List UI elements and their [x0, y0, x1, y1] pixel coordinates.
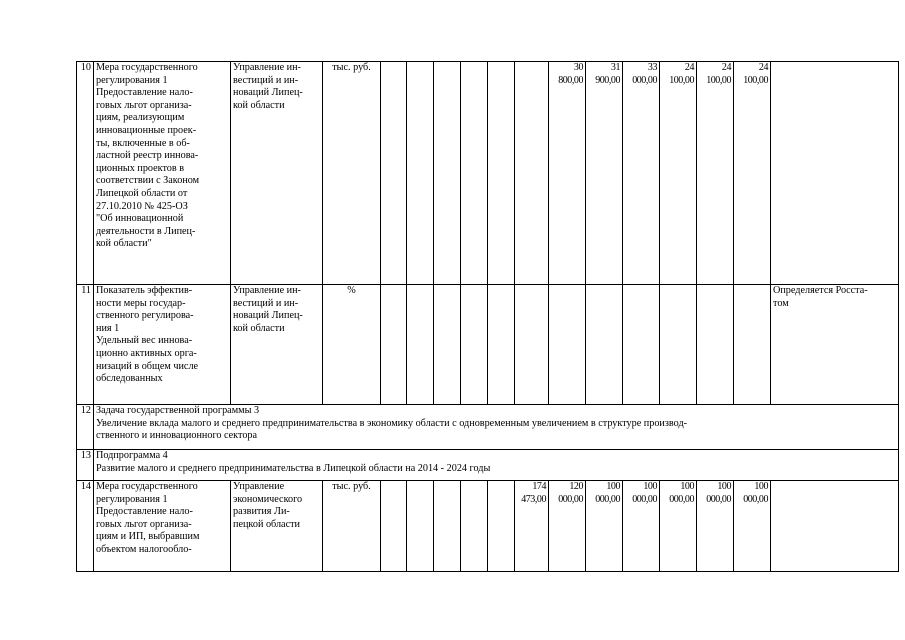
value-cell: [734, 285, 771, 405]
value-cell: [660, 285, 697, 405]
value-cell: 24 100,00: [697, 62, 734, 285]
unit: %: [323, 285, 381, 405]
subprogram-heading: Подпрограмма 4 Развитие малого и среднего предпринимательства в Липецкой области на 2014 - 2024 годы: [94, 450, 899, 481]
table-row: [77, 285, 899, 405]
value-cell: 100 000,00: [623, 481, 660, 572]
executor: Управление экономического развития Ли- пецкой области: [231, 481, 323, 572]
note-cell: [771, 481, 899, 572]
value-cell: [381, 285, 407, 405]
value-cell: [434, 481, 461, 572]
value-cell: [434, 62, 461, 285]
value-cell: [407, 62, 434, 285]
executor: Управление ин- вестиций и ин- новаций Липец- кой области: [231, 62, 323, 285]
row-number: 10: [77, 62, 94, 285]
row-number: 11: [77, 285, 94, 405]
value-cell: 100 000,00: [734, 481, 771, 572]
value-cell: 100 000,00: [697, 481, 734, 572]
value-cell: [697, 285, 734, 405]
unit: тыс. руб.: [323, 62, 381, 285]
measure-name: Мера государственного регулирования 1 Предоставление нало- говых льгот организа- циям, реализующим инновационные проек- ты, включенные в об- ластной реестр иннова- ционных проектов в соответствии с Законом Липецкой области от 27.10.2010 № 425-ОЗ "Об инновационной деятельности в Липец- кой области": [94, 62, 231, 285]
value-cell: 31 900,00: [586, 62, 623, 285]
value-cell: [381, 481, 407, 572]
value-cell: [549, 285, 586, 405]
value-cell: [381, 62, 407, 285]
table-row: [77, 62, 899, 285]
value-cell: [586, 285, 623, 405]
value-cell: 30 800,00: [549, 62, 586, 285]
table-row: [77, 450, 899, 481]
table-row: [77, 481, 899, 572]
value-cell: 174 473,00: [515, 481, 549, 572]
table-row: [77, 405, 899, 450]
task-heading: Задача государственной программы 3 Увеличение вклада малого и среднего предпринимательства в экономику области с одновременным увеличением в структуре производ- ственного и инновационного сектора: [94, 405, 899, 450]
value-cell: 33 000,00: [623, 62, 660, 285]
value-cell: 24 100,00: [734, 62, 771, 285]
note-cell: [771, 62, 899, 285]
row-number: 12: [77, 405, 94, 450]
value-cell: 24 100,00: [660, 62, 697, 285]
note-cell: Определяется Роccта- том: [771, 285, 899, 405]
value-cell: [407, 285, 434, 405]
unit: тыс. руб.: [323, 481, 381, 572]
value-cell: 100 000,00: [660, 481, 697, 572]
measure-name: Показатель эффектив- ности меры государ- ственного регулирова- ния 1 Удельный вес иннова- ционно активных орга- низаций в общем числе обследованных: [94, 285, 231, 405]
value-cell: [434, 285, 461, 405]
value-cell: [623, 285, 660, 405]
value-cell: [461, 62, 488, 285]
value-cell: [461, 285, 488, 405]
value-cell: [515, 285, 549, 405]
value-cell: [488, 481, 515, 572]
value-cell: [488, 285, 515, 405]
document-table: [76, 61, 899, 572]
row-number: 14: [77, 481, 94, 572]
value-cell: 120 000,00: [549, 481, 586, 572]
value-cell: [488, 62, 515, 285]
row-number: 13: [77, 450, 94, 481]
value-cell: 100 000,00: [586, 481, 623, 572]
value-cell: [461, 481, 488, 572]
value-cell: [515, 62, 549, 285]
value-cell: [407, 481, 434, 572]
executor: Управление ин- вестиций и ин- новаций Липец- кой области: [231, 285, 323, 405]
measure-name: Мера государственного регулирования 1 Предоставление нало- говых льгот организа- циям и ИП, выбравшим объектом налогообло-: [94, 481, 231, 572]
